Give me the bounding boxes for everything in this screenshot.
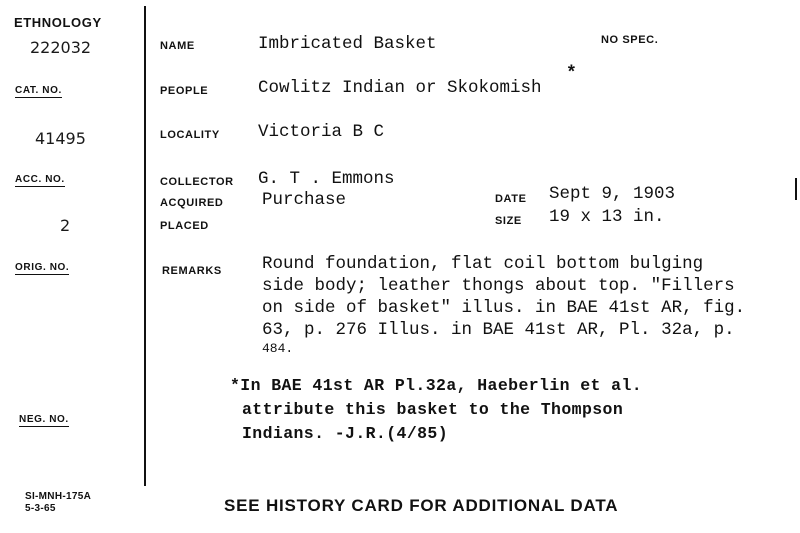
- history-card-note: SEE HISTORY CARD FOR ADDITIONAL DATA: [224, 496, 619, 515]
- remarks-line: 63, p. 276 Illus. in BAE 41st AR, Pl. 32a, p.: [262, 320, 735, 340]
- size-value: 19 x 13 in.: [549, 207, 665, 227]
- collector-value: G. T . Emmons: [258, 169, 395, 189]
- remarks-label: REMARKS: [162, 265, 222, 277]
- people-asterisk: *: [566, 64, 578, 84]
- attribution-note: [230, 374, 642, 446]
- name-label: NAME: [160, 40, 195, 52]
- no-spec-label: NO SPEC.: [601, 34, 659, 46]
- catalog-number-label: CAT. NO.: [15, 85, 62, 96]
- locality-value: Victoria B C: [258, 122, 385, 142]
- negative-number-label: NEG. NO.: [19, 414, 69, 425]
- remarks-line: on side of basket" illus. in BAE 41st AR, fig.: [262, 298, 746, 318]
- remarks-line: 484.: [262, 341, 294, 356]
- form-date: 5-3-65: [25, 503, 56, 514]
- placed-label: PLACED: [160, 220, 209, 232]
- remarks-line: side body; leather thongs about top. "Fillers: [262, 276, 735, 296]
- people-value: Cowlitz Indian or Skokomish: [258, 78, 542, 98]
- note-line: *In BAE 41st AR Pl.32a, Haeberlin et al.: [230, 376, 643, 395]
- size-label: SIZE: [495, 215, 522, 227]
- acquired-value: Purchase: [262, 190, 347, 210]
- left-column-divider: [144, 6, 146, 486]
- right-edge-mark: [795, 178, 797, 200]
- name-value: Imbricated Basket: [258, 34, 437, 54]
- date-label: DATE: [495, 193, 527, 205]
- form-code: SI-MNH-175A: [25, 491, 92, 502]
- note-line: attribute this basket to the Thompson: [242, 400, 624, 419]
- people-label: PEOPLE: [160, 85, 209, 97]
- collector-label: COLLECTOR: [160, 176, 234, 188]
- remarks-text: [262, 253, 745, 357]
- note-line: Indians. -J.R.(4/85): [242, 424, 449, 443]
- department-label: ETHNOLOGY: [14, 15, 102, 30]
- original-number-value: 2: [60, 216, 71, 235]
- accession-number-value: 41495: [35, 129, 86, 148]
- acquired-label: ACQUIRED: [160, 197, 224, 209]
- date-value: Sept 9, 1903: [549, 184, 676, 204]
- locality-label: LOCALITY: [160, 129, 220, 141]
- original-number-label: ORIG. NO.: [15, 262, 70, 273]
- catalog-number-value: 222032: [30, 38, 92, 57]
- remarks-line: Round foundation, flat coil bottom bulging: [262, 254, 704, 274]
- accession-number-label: ACC. NO.: [15, 174, 65, 185]
